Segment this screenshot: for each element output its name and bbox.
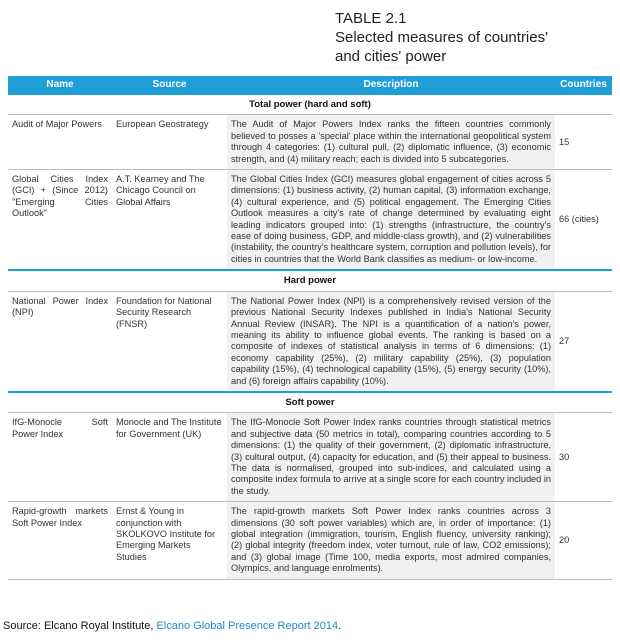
- index-source: Monocle and The Institute for Government (UK): [112, 413, 227, 502]
- index-name: Audit of Major Powers: [8, 115, 112, 170]
- index-source: Foundation for National Security Research (FNSR): [112, 291, 227, 392]
- section-row-total-power: [8, 94, 612, 115]
- column-header-countries: Countries: [555, 76, 612, 94]
- countries-count: 27: [555, 291, 612, 392]
- column-header-source: Source: [112, 76, 227, 94]
- countries-count: 15: [555, 115, 612, 170]
- table-title-line-1: Selected measures of countries': [335, 29, 548, 46]
- source-note: [3, 620, 341, 632]
- source-report-link[interactable]: Elcano Global Presence Report 2014: [156, 620, 339, 632]
- countries-count: 20: [555, 502, 612, 579]
- index-name: IfG-Monocle Soft Power Index: [8, 413, 112, 502]
- source-suffix: .: [338, 620, 342, 632]
- column-header-description: Description: [227, 76, 555, 94]
- measures-table: [8, 76, 612, 580]
- table-header-row: [8, 76, 612, 94]
- index-description: The National Power Index (NPI) is a comprehensively revised version of the previous National Security Indexes published in India's National Security Annual Review (INSAR). The NPI is a quantification of a nation's power, meaning its ability to influence global events. The ranking is based on a composite of indexes of statistical analysis in terms of 6 dimensions: (1) economy capability (25%), (2) military capability (25%), (3) population capability (15%), (4) technological capability (15%), (5) energy security (10%), and (6) foreign affairs capability (10%).: [227, 291, 555, 392]
- table-label: TABLE 2.1: [335, 10, 407, 27]
- table-title-line-2: and cities' power: [335, 48, 447, 65]
- section-heading: Soft power: [8, 392, 612, 413]
- index-source: Ernst & Young in conjunction with SKOLKOVO Institute for Emerging Markets Studies: [112, 502, 227, 579]
- table-row: [8, 502, 612, 579]
- section-heading: Total power (hard and soft): [8, 94, 612, 115]
- table-row: [8, 115, 612, 170]
- title-block: [335, 10, 548, 66]
- index-source: A.T. Kearney and The Chicago Council on Global Affairs: [112, 170, 227, 271]
- index-source: European Geostrategy: [112, 115, 227, 170]
- index-description: The rapid-growth markets Soft Power Index ranks countries across 3 dimensions (30 soft power variables) which are, in order of importance: (1) global integration (immigration, tourism, English fluency, university ranking); (2) global integrity (freedom index, voter turnout, rule of law, CO2 emissions); and (3) global image (Time 100, media exports, most admired companies, Olympics, and language enrolments).: [227, 502, 555, 579]
- countries-count: 66 (cities): [555, 170, 612, 271]
- index-description: The Audit of Major Powers Index ranks the fifteen countries commonly believed to posses a 'special' place within the international geopolitical system through 4 categories: (1) cultural pull, (2) diplomatic influence, (3) economic strength, and (4) military reach; each is divided into 5 subcategories.: [227, 115, 555, 170]
- section-heading: Hard power: [8, 270, 612, 291]
- countries-count: 30: [555, 413, 612, 502]
- source-prefix: Source: Elcano Royal Institute,: [3, 620, 157, 632]
- index-description: The Global Cities Index (GCI) measures global engagement of cities across 5 dimensions: (1) business activity, (2) human capital, (3) information exchange, (4) cultural experience, and (5) political engagement. The Emerging Cities Outlook measures a city's rate of change determined by evaluating eight leading indicators grouped into: (1) strengths (infrastructure, the country's ease of doing business, GDP, and middle-class growth), and (2) vulnerabilities (instability, the country's healthcare system, corruption and pollution levels), for cities in countries that the World Bank classifies as medium- or low-income.: [227, 170, 555, 271]
- section-row-hard-power: [8, 270, 612, 291]
- column-header-name: Name: [8, 76, 112, 94]
- table-row: [8, 170, 612, 271]
- index-name: Global Cities Index (GCI) + (Since 2012) "Emerging Cities Outlook": [8, 170, 112, 271]
- section-row-soft-power: [8, 392, 612, 413]
- index-description: The IfG-Monocle Soft Power Index ranks countries through statistical metrics and subjective data (50 metrics in total), comparing countries according to 5 dimensions: (1) the quality of their government, (2) diplomatic infrastructure, (3) cultural output, (4) capacity for education, and (5) their appeal to business. The data is normalised, grouped into sub-indices, and calculated using a composite index formula to arrive at a single score for each country included in the study.: [227, 413, 555, 502]
- index-name: National Power Index (NPI): [8, 291, 112, 392]
- table-row: [8, 291, 612, 392]
- table-row: [8, 413, 612, 502]
- index-name: Rapid-growth markets Soft Power Index: [8, 502, 112, 579]
